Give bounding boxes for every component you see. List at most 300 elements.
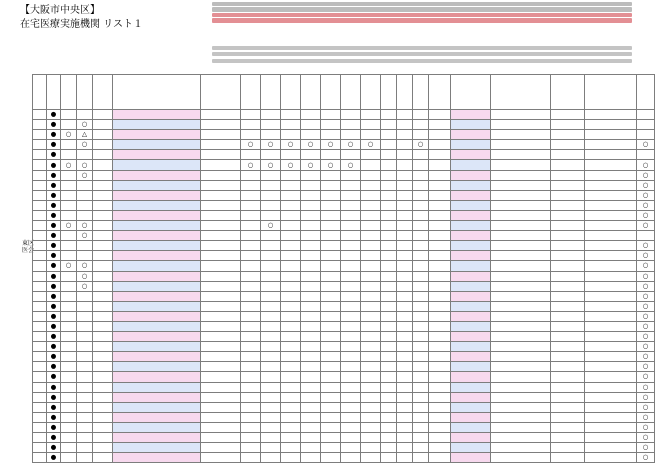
table-cell [77, 392, 93, 402]
col-header [429, 75, 451, 110]
table-cell [241, 372, 261, 382]
table-cell [397, 422, 413, 432]
table-row [33, 362, 655, 372]
facility-name-cell [113, 453, 201, 463]
table-cell [281, 362, 301, 372]
table-cell: ○ [77, 170, 93, 180]
table-cell [397, 130, 413, 140]
table-cell [341, 190, 361, 200]
table-cell [585, 200, 637, 210]
table-cell [201, 261, 241, 271]
table-cell [413, 332, 429, 342]
table-cell [637, 120, 655, 130]
table-cell [261, 362, 281, 372]
table-cell [201, 332, 241, 342]
table-cell [93, 140, 113, 150]
table-cell [301, 402, 321, 412]
table-cell [301, 231, 321, 241]
table-cell [429, 190, 451, 200]
col-header [281, 75, 301, 110]
table-cell [397, 332, 413, 342]
table-cell [341, 200, 361, 210]
table-cell [261, 301, 281, 311]
table-cell [201, 321, 241, 331]
table-cell [381, 402, 397, 412]
table-cell [261, 352, 281, 362]
table-cell [429, 342, 451, 352]
table-cell [61, 190, 77, 200]
table-cell [341, 110, 361, 120]
table-cell [491, 392, 551, 402]
table-cell: ● [47, 241, 61, 251]
table-cell [551, 180, 585, 190]
table-cell [551, 422, 585, 432]
col-header [451, 75, 491, 110]
table-cell [551, 110, 585, 120]
table-cell [61, 271, 77, 281]
table-cell [261, 210, 281, 220]
table-row [33, 281, 655, 291]
table-cell: ○ [637, 402, 655, 412]
table-cell [397, 291, 413, 301]
table-cell [301, 453, 321, 463]
table-cell [397, 321, 413, 331]
table-cell [413, 180, 429, 190]
table-cell [361, 453, 381, 463]
table-cell: ● [47, 130, 61, 140]
table-cell [413, 443, 429, 453]
table-cell [361, 281, 381, 291]
facility-name-cell [113, 392, 201, 402]
table-row [33, 433, 655, 443]
table-cell [281, 443, 301, 453]
col-header [491, 75, 551, 110]
table-cell [551, 372, 585, 382]
table-cell [301, 241, 321, 251]
table-cell [201, 433, 241, 443]
table-cell [361, 251, 381, 261]
table-cell [413, 150, 429, 160]
facility-name-cell [113, 291, 201, 301]
table-cell [61, 412, 77, 422]
table-cell [491, 352, 551, 362]
col-header [77, 75, 93, 110]
table-cell [361, 422, 381, 432]
table-cell [397, 180, 413, 190]
table-cell [361, 120, 381, 130]
notes-block [212, 2, 632, 24]
table-cell [321, 271, 341, 281]
table-cell [551, 382, 585, 392]
table-cell [301, 422, 321, 432]
facility-name-cell [113, 321, 201, 331]
table-cell [33, 382, 47, 392]
table-cell [585, 210, 637, 220]
table-cell [381, 130, 397, 140]
table-cell [61, 120, 77, 130]
table-cell [413, 271, 429, 281]
table-row [33, 130, 655, 140]
col-header [47, 75, 61, 110]
table-cell: ● [47, 110, 61, 120]
table-cell [201, 422, 241, 432]
table-row [33, 311, 655, 321]
table-cell [585, 140, 637, 150]
table-cell [261, 130, 281, 140]
table-cell [33, 291, 47, 301]
address-cell [451, 412, 491, 422]
col-header [397, 75, 413, 110]
table-row [33, 271, 655, 281]
table-cell [397, 362, 413, 372]
table-cell [413, 382, 429, 392]
table-cell [61, 352, 77, 362]
table-cell: ● [47, 412, 61, 422]
table-cell [381, 372, 397, 382]
table-cell: ○ [637, 190, 655, 200]
table-cell [281, 352, 301, 362]
table-cell [281, 170, 301, 180]
table-cell [551, 301, 585, 311]
table-cell [261, 170, 281, 180]
table-cell [585, 130, 637, 140]
table-cell [201, 221, 241, 231]
table-cell [361, 372, 381, 382]
table-cell [381, 160, 397, 170]
table-cell [381, 271, 397, 281]
table-row [33, 190, 655, 200]
table-cell [61, 110, 77, 120]
table-cell [381, 261, 397, 271]
table-cell: ● [47, 362, 61, 372]
table-cell [241, 301, 261, 311]
table-cell [201, 311, 241, 321]
table-cell [241, 221, 261, 231]
table-cell [491, 301, 551, 311]
table-cell [361, 231, 381, 241]
table-cell: ○ [637, 200, 655, 210]
table-cell [341, 352, 361, 362]
table-cell: ○ [61, 160, 77, 170]
table-cell [241, 311, 261, 321]
table-cell [77, 342, 93, 352]
table-cell [261, 443, 281, 453]
table-cell [281, 422, 301, 432]
table-cell [637, 150, 655, 160]
table-cell [361, 443, 381, 453]
facility-name-cell [113, 372, 201, 382]
table-cell [381, 443, 397, 453]
table-cell [585, 160, 637, 170]
table-cell [585, 180, 637, 190]
table-cell: ○ [637, 170, 655, 180]
table-cell [93, 382, 113, 392]
table-cell [341, 453, 361, 463]
table-cell [301, 281, 321, 291]
table-row [33, 120, 655, 130]
table-cell [281, 453, 301, 463]
table-cell [551, 433, 585, 443]
table-cell [93, 150, 113, 160]
table-cell [321, 281, 341, 291]
table-cell [61, 402, 77, 412]
table-cell [93, 180, 113, 190]
table-cell [413, 433, 429, 443]
table-cell [381, 392, 397, 402]
table-cell [281, 210, 301, 220]
table-cell: ○ [637, 140, 655, 150]
facility-name-cell [113, 271, 201, 281]
table-cell [413, 422, 429, 432]
address-cell [451, 443, 491, 453]
table-cell [281, 321, 301, 331]
table-cell [429, 443, 451, 453]
table-cell [413, 392, 429, 402]
table-cell [241, 110, 261, 120]
table-row [33, 422, 655, 432]
table-cell: ○ [413, 140, 429, 150]
table-cell [585, 372, 637, 382]
table-cell [413, 321, 429, 331]
facility-name-cell [113, 422, 201, 432]
table-cell [93, 221, 113, 231]
table-cell: ○ [261, 221, 281, 231]
table-cell [397, 120, 413, 130]
table-row [33, 412, 655, 422]
table-cell [341, 382, 361, 392]
table-cell [585, 443, 637, 453]
table-cell [301, 433, 321, 443]
table-cell [413, 291, 429, 301]
table-cell [429, 241, 451, 251]
table-cell: ○ [637, 241, 655, 251]
table-cell [261, 402, 281, 412]
table-cell: ○ [301, 140, 321, 150]
facility-name-cell [113, 221, 201, 231]
table-cell: ○ [637, 362, 655, 372]
table-cell [429, 422, 451, 432]
table-cell [397, 200, 413, 210]
table-cell [201, 392, 241, 402]
table-cell: ○ [637, 422, 655, 432]
table-cell: ○ [341, 160, 361, 170]
table-cell [413, 170, 429, 180]
table-cell: ○ [341, 140, 361, 150]
table-cell [201, 281, 241, 291]
table-cell: △ [77, 130, 93, 140]
table-cell [585, 291, 637, 301]
table-cell [381, 241, 397, 251]
table-cell [33, 180, 47, 190]
table-cell: ○ [637, 221, 655, 231]
table-cell [93, 291, 113, 301]
table-cell [33, 352, 47, 362]
table-cell [321, 241, 341, 251]
table-cell [33, 140, 47, 150]
table-cell [261, 180, 281, 190]
facility-name-cell [113, 130, 201, 140]
table-cell [381, 221, 397, 231]
table-cell [551, 291, 585, 301]
table-cell [551, 241, 585, 251]
table-cell [241, 443, 261, 453]
table-cell [301, 110, 321, 120]
table-cell [341, 342, 361, 352]
table-cell [397, 271, 413, 281]
table-cell [93, 453, 113, 463]
table-cell [321, 251, 341, 261]
table-cell [397, 453, 413, 463]
table-cell [241, 251, 261, 261]
table-cell [261, 110, 281, 120]
table-cell [301, 120, 321, 130]
table-cell: ○ [241, 140, 261, 150]
table-cell [321, 321, 341, 331]
table-cell: ● [47, 301, 61, 311]
table-cell [413, 301, 429, 311]
facility-name-cell [113, 150, 201, 160]
col-header [637, 75, 655, 110]
table-cell [429, 110, 451, 120]
table-cell [241, 210, 261, 220]
table-cell [361, 221, 381, 231]
table-cell: ○ [77, 231, 93, 241]
table-cell [77, 291, 93, 301]
table-cell: ● [47, 402, 61, 412]
table-cell [261, 453, 281, 463]
table-cell [381, 170, 397, 180]
table-cell [93, 402, 113, 412]
table-cell [413, 453, 429, 463]
table-cell [201, 412, 241, 422]
table-cell [321, 170, 341, 180]
table-cell [381, 453, 397, 463]
table-cell [491, 231, 551, 241]
table-cell [551, 402, 585, 412]
table-cell [93, 190, 113, 200]
address-cell [451, 342, 491, 352]
table-cell [201, 402, 241, 412]
table-cell [33, 443, 47, 453]
table-cell [429, 453, 451, 463]
table-cell [93, 433, 113, 443]
address-cell [451, 382, 491, 392]
table-cell [361, 180, 381, 190]
table-cell [301, 210, 321, 220]
table-cell: ● [47, 352, 61, 362]
table-cell [33, 362, 47, 372]
table-cell [33, 231, 47, 241]
table-cell: ● [47, 321, 61, 331]
table-cell [585, 342, 637, 352]
table-cell [261, 190, 281, 200]
table-cell [261, 241, 281, 251]
table-cell [341, 443, 361, 453]
facility-name-cell [113, 170, 201, 180]
address-cell [451, 241, 491, 251]
table-cell [201, 140, 241, 150]
table-cell: ○ [77, 281, 93, 291]
table-cell [585, 221, 637, 231]
table-cell [93, 362, 113, 372]
table-cell [361, 412, 381, 422]
table-cell [261, 271, 281, 281]
table-cell [397, 372, 413, 382]
table-cell [241, 180, 261, 190]
facility-name-cell [113, 110, 201, 120]
address-cell [451, 392, 491, 402]
table-cell [281, 180, 301, 190]
table-cell [381, 301, 397, 311]
table-cell [261, 372, 281, 382]
table-cell: ● [47, 422, 61, 432]
table-cell [301, 372, 321, 382]
table-cell [93, 251, 113, 261]
table-cell [429, 311, 451, 321]
table-cell [201, 453, 241, 463]
table-cell [321, 352, 341, 362]
table-row [33, 372, 655, 382]
table-cell: ● [47, 332, 61, 342]
table-cell [361, 352, 381, 362]
table-cell [429, 382, 451, 392]
table-cell [261, 200, 281, 210]
table-cell [321, 301, 341, 311]
table-cell: ○ [637, 392, 655, 402]
table-cell [491, 291, 551, 301]
address-cell [451, 291, 491, 301]
table-cell [61, 170, 77, 180]
table-cell [61, 453, 77, 463]
table-cell [361, 150, 381, 160]
table-cell [413, 261, 429, 271]
table-cell [261, 291, 281, 301]
table-cell [321, 190, 341, 200]
table-cell [585, 170, 637, 180]
table-cell: ○ [281, 140, 301, 150]
table-cell [61, 311, 77, 321]
table-cell [61, 382, 77, 392]
table-cell [341, 150, 361, 160]
table-cell [321, 231, 341, 241]
facility-name-cell [113, 251, 201, 261]
table-cell [201, 190, 241, 200]
table-cell [381, 231, 397, 241]
table-cell [321, 180, 341, 190]
table-cell [241, 392, 261, 402]
table-row [33, 382, 655, 392]
table-cell [341, 281, 361, 291]
table-cell [241, 362, 261, 372]
table-cell [397, 402, 413, 412]
table-cell [321, 311, 341, 321]
table-cell [381, 110, 397, 120]
table-cell [77, 453, 93, 463]
table-cell [429, 332, 451, 342]
table-cell [77, 210, 93, 220]
table-cell [429, 281, 451, 291]
table-cell [585, 241, 637, 251]
table-cell [397, 412, 413, 422]
table-cell [281, 271, 301, 281]
table-cell: ● [47, 382, 61, 392]
table-cell: ● [47, 231, 61, 241]
table-row [33, 321, 655, 331]
table-cell [413, 412, 429, 422]
address-cell [451, 321, 491, 331]
table-cell [361, 130, 381, 140]
facility-name-cell [113, 362, 201, 372]
